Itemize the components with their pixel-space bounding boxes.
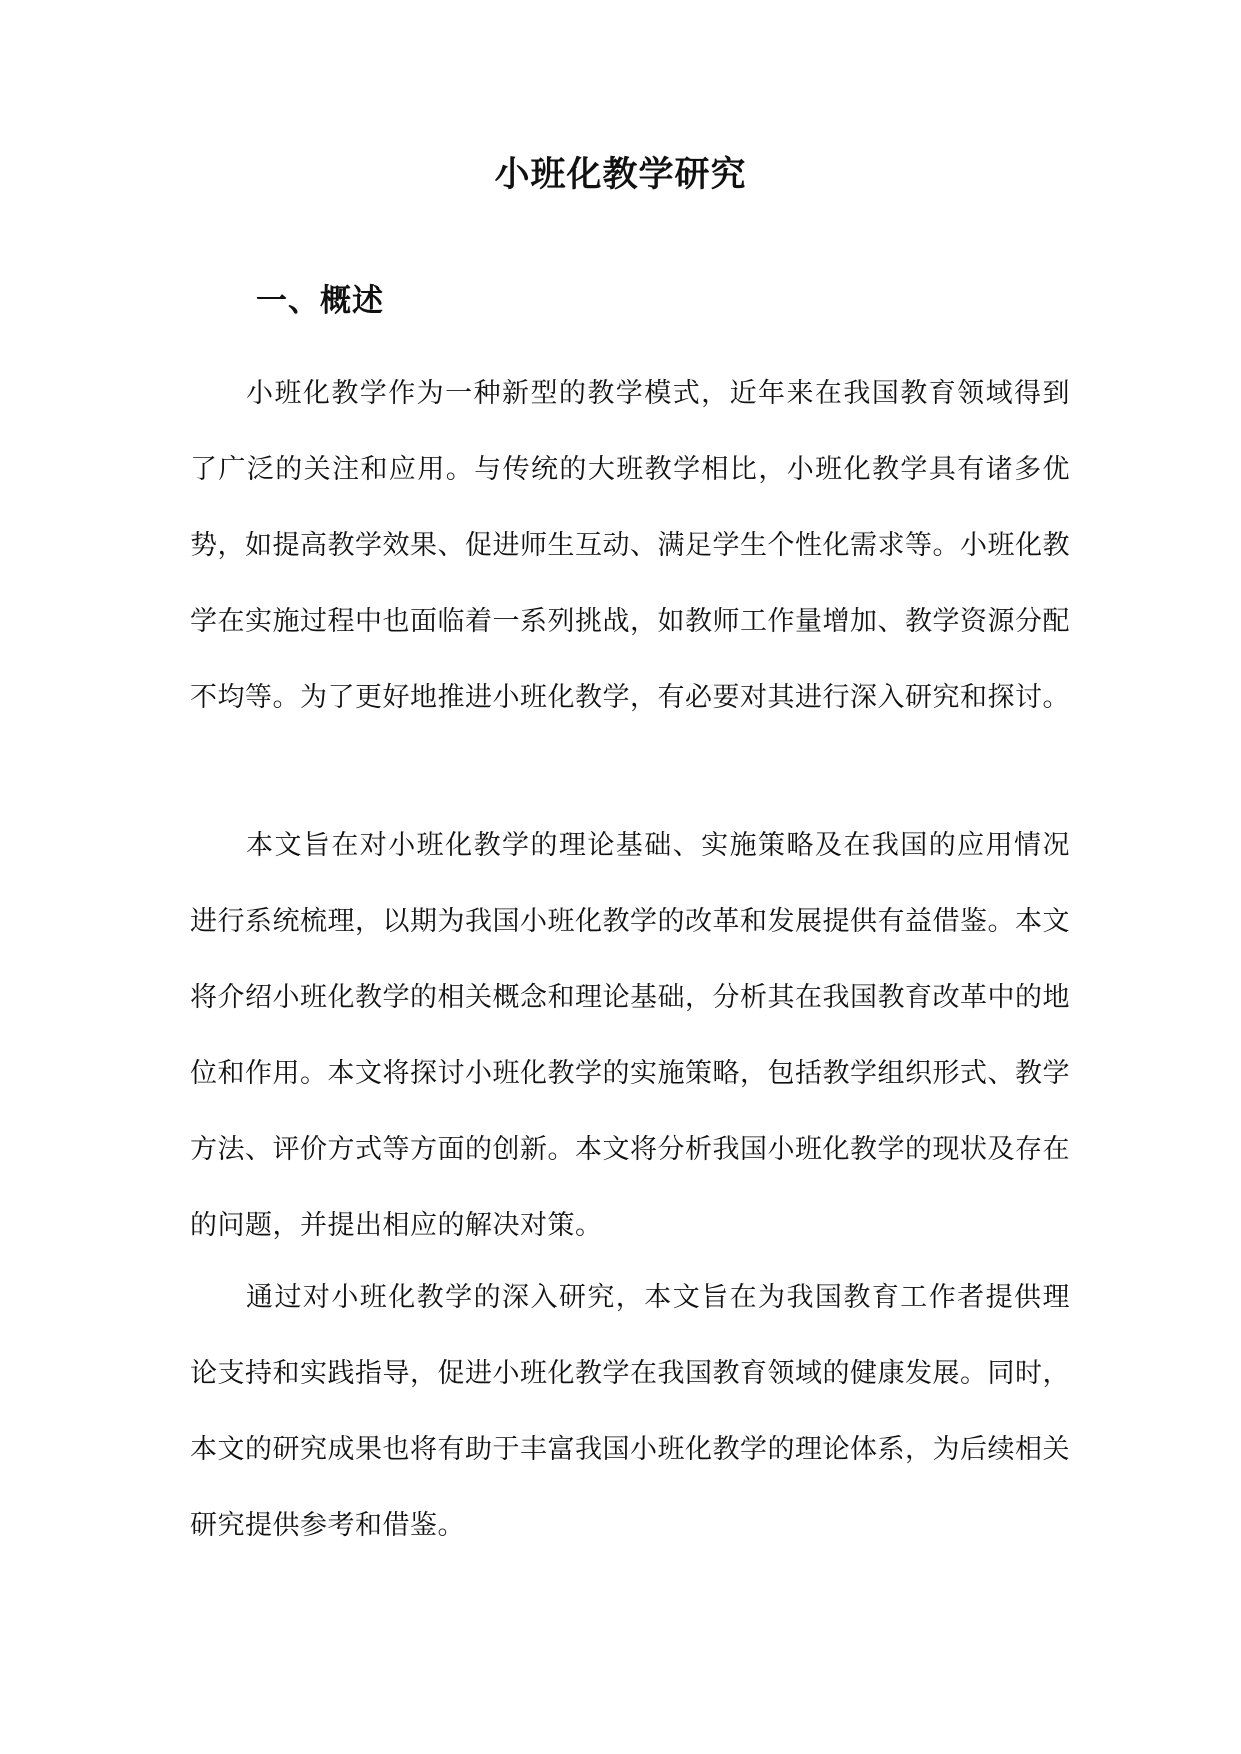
paragraph-3 bbox=[190, 1260, 1070, 1564]
paragraph-text: 小班化教学作为一种新型的教学模式，近年来在我国教育领域得到了广泛的关注和应用。与传统的大班教学相比，小班化教学具有诸多优势，如提高教学效果、促进师生互动、满足学生个性化需求等。小班化教学在实施过程中也面临着一系列挑战，如教师工作量增加、教学资源分配不均等。为了更好地推进小班化教学，有必要对其进行深入研究和探讨。 bbox=[190, 378, 1070, 713]
section-heading: 一、概述 bbox=[256, 283, 384, 319]
paragraph-2 bbox=[190, 808, 1070, 1264]
paragraph-1 bbox=[190, 356, 1070, 736]
paragraph-text: 通过对小班化教学的深入研究，本文旨在为我国教育工作者提供理论支持和实践指导，促进小班化教学在我国教育领域的健康发展。同时，本文的研究成果也将有助于丰富我国小班化教学的理论体系，为后续相关研究提供参考和借鉴。 bbox=[190, 1282, 1070, 1541]
document-title: 小班化教学研究 bbox=[494, 154, 747, 195]
paragraph-text: 本文旨在对小班化教学的理论基础、实施策略及在我国的应用情况进行系统梳理，以期为我国小班化教学的改革和发展提供有益借鉴。本文将介绍小班化教学的相关概念和理论基础，分析其在我国教育改革中的地位和作用。本文将探讨小班化教学的实施策略，包括教学组织形式、教学方法、评价方式等方面的创新。本文将分析我国小班化教学的现状及存在的问题，并提出相应的解决对策。 bbox=[190, 830, 1070, 1241]
